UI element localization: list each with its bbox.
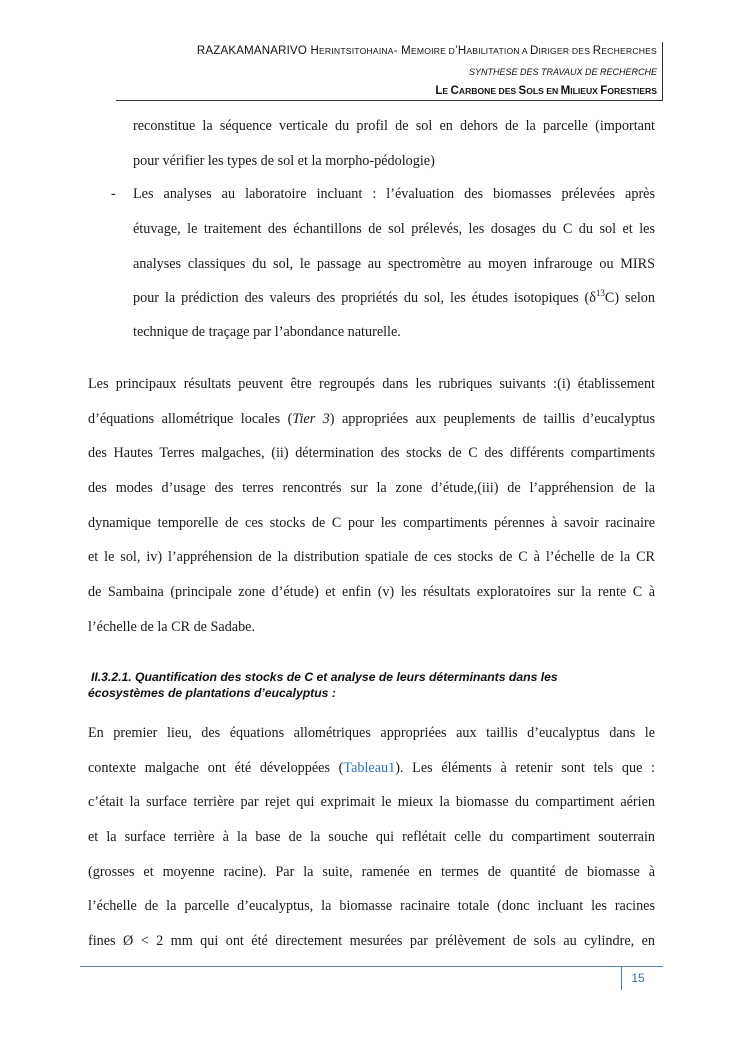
results-line: dynamique temporelle de ces stocks de C pour les compartiments pérennes à savoir racinaire <box>88 515 655 531</box>
results-line: d’équations allométrique locales (Tier 3) appropriées aux peuplements de taillis d’eucalyptus <box>88 411 655 427</box>
results-line: des Hautes Terres malgaches, (ii) détermination des stocks de C des différents compartiments <box>88 445 655 461</box>
bullet-lab-line: technique de traçage par l’abondance naturelle. <box>133 324 401 340</box>
section-heading: II.3.2.1. Quantification des stocks de C et analyse de leurs déterminants dans les écosystèmes de plantations d’eucalyptus : <box>88 670 558 700</box>
bullet-continuation-line: pour vérifier les types de sol et la morpho-pédologie) <box>133 153 435 169</box>
results-line: de Sambaina (principale zone d’étude) et enfin (v) les résultats exploratoires sur la rente C à <box>88 584 655 600</box>
header-subtitle: SYNTHESE DES TRAVAUX DE RECHERCHE <box>468 67 657 77</box>
body-line: En premier lieu, des équations allométriques appropriées aux taillis d’eucalyptus dans le <box>88 725 655 741</box>
page-number: 15 <box>631 971 645 985</box>
body-line: l’échelle de la parcelle d’eucalyptus, la biomasse racinaire totale (donc incluant les racines <box>88 898 655 914</box>
bullet-lab-line: étuvage, le traitement des échantillons de sol prélevés, les dosages du C du sol et les <box>133 221 655 237</box>
body-line: fines Ø < 2 mm qui ont été directement mesurées par prélèvement de sols au cylindre, en <box>88 933 655 949</box>
footer-divider-vertical <box>621 966 622 990</box>
bullet-lab-line: analyses classiques du sol, le passage au spectromètre au moyen infrarouge ou MIRS <box>133 256 655 272</box>
header-title: RAZAKAMANARIVO HERINTSITOHAINA- MEMOIRE D’HABILITATION A DIRIGER DES RECHERCHES <box>196 45 657 57</box>
results-line: des modes d’usage des terres rencontrés sur la zone d’étude,(iii) de l’appréhension de la <box>88 480 655 496</box>
body-line: (grosses et moyenne racine). Par la suite, ramenée en termes de quantité de biomasse à <box>88 864 655 880</box>
results-line: et le sol, iv) l’appréhension de la distribution spatiale de ces stocks de C à l’échelle de la CR <box>88 549 655 565</box>
results-line: l’échelle de la CR de Sadabe. <box>88 619 256 635</box>
bullet-lab-line: pour la prédiction des valeurs des propriétés du sol, les études isotopiques $(\delta^{13}C)$ selon <box>133 288 655 306</box>
header-divider-vertical <box>662 42 663 101</box>
results-line: Les principaux résultats peuvent être regroupés dans les rubriques suivants :(i) établissement <box>88 376 655 392</box>
header-divider-horizontal <box>116 100 663 101</box>
bullet-lab-line: Les analyses au laboratoire incluant : l’évaluation des biomasses prélevées après <box>133 186 655 202</box>
body-line: c’était la surface terrière par rejet qui exprimait le mieux la biomasse du compartiment aérien <box>88 794 655 810</box>
list-bullet-dash: - <box>111 186 116 202</box>
body-line: et la surface terrière à la base de la souche qui reflétait celle du compartiment souterrain <box>88 829 655 845</box>
header-topic: LE CARBONE DES SOLS EN MILIEUX FORESTIERS <box>435 85 657 97</box>
table-reference-link[interactable]: Tableau1 <box>343 760 396 776</box>
footer-divider <box>80 966 663 967</box>
bullet-continuation-line: reconstitue la séquence verticale du profil de sol en dehors de la parcelle (important <box>133 118 655 134</box>
body-line: contexte malgache ont été développées (Tableau1). Les éléments à retenir sont tels que : <box>88 760 656 776</box>
